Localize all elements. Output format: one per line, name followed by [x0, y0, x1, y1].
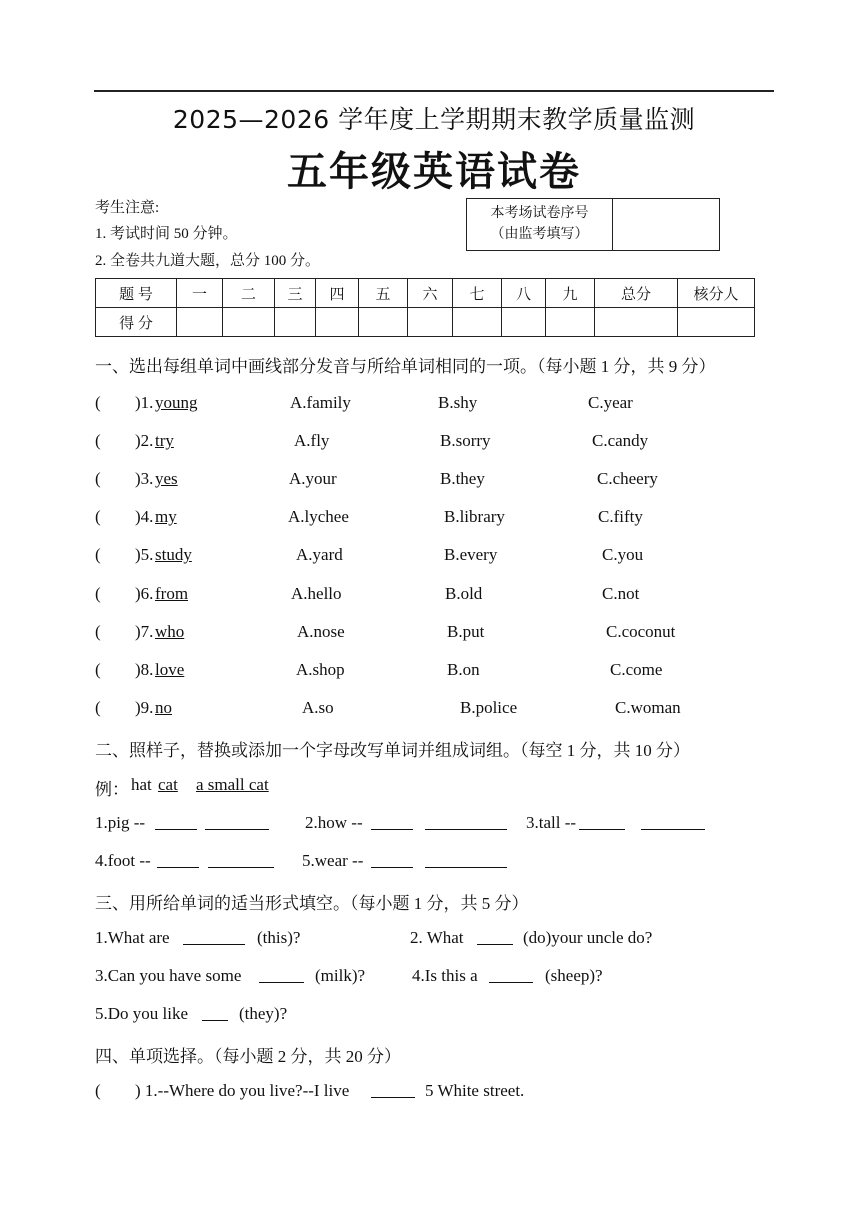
- option-b: B.put: [447, 622, 485, 641]
- item-number: )3.: [135, 469, 154, 488]
- s3-blank[interactable]: [489, 966, 533, 988]
- s3-q4-text: 4.Is this a: [412, 966, 478, 985]
- score-col-total: 总分: [595, 279, 678, 308]
- s4-blank[interactable]: [371, 1081, 415, 1103]
- item-word: try: [155, 431, 174, 450]
- seat-number-label: [467, 199, 613, 250]
- s4-q1-end: 5 White street.: [425, 1081, 525, 1100]
- score-col-1: 一: [177, 279, 223, 308]
- item-number: )5.: [135, 545, 154, 564]
- score-table: [95, 278, 755, 337]
- item-word: young: [155, 393, 198, 412]
- option-b: B.sorry: [440, 431, 491, 450]
- option-a: A.lychee: [288, 507, 349, 526]
- s3-q1-text: 1.What are: [95, 928, 170, 947]
- s2-item-1: 1.pig --: [95, 813, 146, 832]
- item-number: )7.: [135, 622, 154, 641]
- item-word: yes: [155, 469, 178, 488]
- score-col-6: 六: [408, 279, 453, 308]
- s4-q1-text: ) 1.--Where do you live?--I live: [135, 1081, 350, 1100]
- item-word: my: [155, 507, 177, 526]
- section2-heading: 二、照样子，替换或添加一个字母改写单词并组成词组。（每空 1 分，共 10 分）: [95, 741, 690, 760]
- option-a: A.fly: [294, 431, 330, 450]
- s2-blank[interactable]: [579, 813, 625, 835]
- example-label: 例：: [95, 780, 129, 799]
- item-number: )2.: [135, 431, 154, 450]
- s2-blank[interactable]: [157, 851, 199, 873]
- s3-q2-hint: (do)your uncle do?: [523, 928, 653, 947]
- score-col-3: 三: [275, 279, 316, 308]
- option-c: C.candy: [592, 431, 649, 450]
- item-number: )6.: [135, 584, 154, 603]
- option-c: C.coconut: [606, 622, 676, 641]
- option-a: A.family: [290, 393, 351, 412]
- option-a: A.yard: [296, 545, 343, 564]
- section4-q1: [95, 1081, 815, 1103]
- notice-heading: 考生注意:: [95, 200, 160, 216]
- s2-blank[interactable]: [641, 813, 705, 835]
- score-cell[interactable]: [502, 308, 546, 337]
- section2-example: [95, 775, 815, 797]
- s2-blank[interactable]: [371, 851, 413, 873]
- s2-blank[interactable]: [425, 813, 507, 835]
- option-b: B.police: [460, 698, 518, 717]
- option-c: C.fifty: [598, 507, 643, 526]
- section2-row-2: [95, 851, 815, 873]
- notice-line-2: 2. 全卷共九道大题，总分 100 分。: [95, 253, 321, 269]
- section1-item: [95, 469, 815, 491]
- exam-title: 2025—2026 学年度上学期期末教学质量监测: [172, 105, 696, 134]
- section3-row-1: [95, 928, 815, 950]
- score-cell[interactable]: [223, 308, 275, 337]
- option-c: C.not: [602, 584, 640, 603]
- s2-item-5: 5.wear --: [302, 851, 364, 870]
- seat-number-value[interactable]: [615, 199, 719, 250]
- section1-heading: 一、选出每组单词中画线部分发音与所给单词相同的一项。（每小题 1 分，共 9 分）: [95, 357, 716, 376]
- seat-label-line1: 本考场试卷序号: [490, 206, 589, 221]
- section1-item: [95, 622, 815, 644]
- s2-blank[interactable]: [155, 813, 197, 835]
- score-cell[interactable]: [678, 308, 755, 337]
- answer-paren[interactable]: (: [95, 469, 101, 488]
- s3-q3-hint: (milk)?: [315, 966, 366, 985]
- seat-number-box: [466, 198, 720, 251]
- seat-label-line2: （由监考填写）: [490, 227, 589, 242]
- example-word: hat: [131, 775, 152, 794]
- answer-paren[interactable]: (: [95, 393, 101, 412]
- item-word: from: [155, 584, 189, 603]
- answer-paren[interactable]: (: [95, 507, 101, 526]
- answer-paren[interactable]: (: [95, 431, 101, 450]
- score-cell[interactable]: [316, 308, 359, 337]
- score-row-label: 得 分: [96, 308, 177, 337]
- notice-line-1: 1. 考试时间 50 分钟。: [95, 226, 238, 242]
- section3-heading: 三、用所给单词的适当形式填空。（每小题 1 分，共 5 分）: [95, 894, 529, 913]
- score-col-5: 五: [359, 279, 408, 308]
- option-c: C.year: [588, 393, 633, 412]
- score-col-label: 题 号: [96, 279, 177, 308]
- item-number: )4.: [135, 507, 154, 526]
- score-col-9: 九: [546, 279, 595, 308]
- section1-item: [95, 584, 815, 606]
- option-c: C.woman: [615, 698, 681, 717]
- item-number: )9.: [135, 698, 154, 717]
- exam-subtitle: 五年级英语试卷: [287, 149, 581, 195]
- score-col-8: 八: [502, 279, 546, 308]
- score-cell[interactable]: [275, 308, 316, 337]
- item-number: )1.: [135, 393, 154, 412]
- option-b: B.library: [444, 507, 505, 526]
- score-col-checker: 核分人: [678, 279, 755, 308]
- section4-heading: 四、单项选择。（每小题 2 分，共 20 分）: [95, 1047, 401, 1066]
- score-value-row: [96, 308, 755, 337]
- section1-item: [95, 431, 815, 453]
- score-cell[interactable]: [595, 308, 678, 337]
- option-c: C.come: [610, 660, 663, 679]
- s2-blank[interactable]: [205, 813, 269, 835]
- answer-paren[interactable]: (: [95, 660, 101, 679]
- option-c: C.you: [602, 545, 644, 564]
- option-a: A.your: [289, 469, 337, 488]
- section3-row-2: [95, 966, 815, 988]
- answer-paren[interactable]: (: [95, 584, 101, 603]
- score-col-7: 七: [453, 279, 502, 308]
- s3-q5-text: 5.Do you like: [95, 1004, 189, 1023]
- s3-q3-text: 3.Can you have some: [95, 966, 242, 985]
- s3-blank[interactable]: [259, 966, 304, 988]
- score-cell[interactable]: [453, 308, 502, 337]
- section3-row-3: [95, 1004, 815, 1026]
- score-cell[interactable]: [408, 308, 453, 337]
- example-answer: cat: [158, 775, 178, 794]
- s4-q1-paren: (: [95, 1081, 101, 1100]
- item-word: no: [155, 698, 172, 717]
- option-a: A.hello: [291, 584, 342, 603]
- option-a: A.shop: [296, 660, 345, 679]
- item-number: )8.: [135, 660, 154, 679]
- s3-q4-hint: (sheep)?: [545, 966, 603, 985]
- s2-item-3: 3.tall --: [526, 813, 577, 832]
- s3-q2-text: 2. What: [410, 928, 464, 947]
- top-rule: [94, 90, 774, 92]
- option-a: A.so: [302, 698, 334, 717]
- option-b: B.they: [440, 469, 485, 488]
- s3-blank[interactable]: [202, 1004, 228, 1026]
- option-b: B.old: [445, 584, 483, 603]
- item-word: love: [155, 660, 185, 679]
- s2-blank[interactable]: [371, 813, 413, 835]
- option-b: B.every: [444, 545, 498, 564]
- s2-blank[interactable]: [208, 851, 274, 873]
- s2-blank[interactable]: [425, 851, 507, 873]
- s3-blank[interactable]: [477, 928, 513, 950]
- section1-item: [95, 545, 815, 567]
- score-col-4: 四: [316, 279, 359, 308]
- section2-row-1: [95, 813, 815, 835]
- section1-item: [95, 660, 815, 682]
- answer-paren[interactable]: (: [95, 545, 101, 564]
- score-cell[interactable]: [177, 308, 223, 337]
- section1-item: [95, 507, 815, 529]
- score-header-row: [96, 279, 755, 308]
- option-c: C.cheery: [597, 469, 658, 488]
- s3-blank[interactable]: [183, 928, 245, 950]
- item-word: who: [155, 622, 185, 641]
- s2-item-2: 2.how --: [305, 813, 363, 832]
- s3-q1-hint: (this)?: [257, 928, 301, 947]
- score-cell[interactable]: [546, 308, 595, 337]
- item-word: study: [155, 545, 192, 564]
- answer-paren[interactable]: (: [95, 622, 101, 641]
- option-a: A.nose: [297, 622, 345, 641]
- answer-paren[interactable]: (: [95, 698, 101, 717]
- s2-item-4: 4.foot --: [95, 851, 151, 870]
- score-col-2: 二: [223, 279, 275, 308]
- section1-item: [95, 698, 815, 720]
- score-cell[interactable]: [359, 308, 408, 337]
- option-b: B.on: [447, 660, 480, 679]
- example-phrase: a small cat: [196, 775, 269, 794]
- option-b: B.shy: [438, 393, 478, 412]
- section1-item: [95, 393, 815, 415]
- s3-q5-hint: (they)?: [239, 1004, 288, 1023]
